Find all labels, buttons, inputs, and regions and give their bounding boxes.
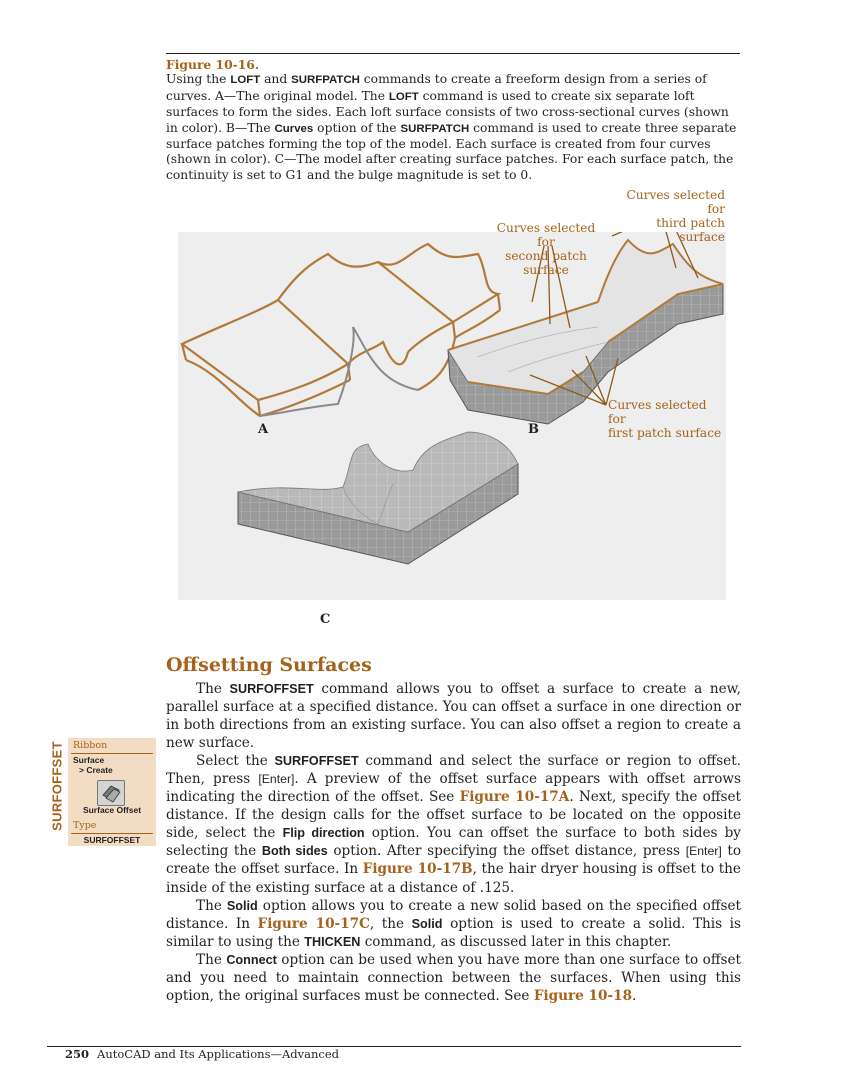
option-name: Flip direction [282,826,365,841]
divider [71,833,153,834]
surface-offset-glyph [98,781,124,805]
callout-line: Curves selected for [608,398,707,426]
text: . A preview of the offset surface appears with offset arrows indicating the direction of the offset. See [166,771,741,806]
model-a-wireframe [182,244,500,416]
ribbon-label: Ribbon [73,740,108,751]
command-name: SURFOFFSET [274,754,359,769]
command-side-tab-label: SURFOFFSET [49,741,65,831]
model-c-surface [238,432,518,564]
text: command allows you to offset a surface to create a new, parallel surface at a specified distance. You can offset a surface in one direction or in both directions from an existing surface. You can also offset a region to create a new surface. [166,681,741,752]
caption-text: command is used to create six separate loft surfaces to form the sides. Each loft surface consists of two cross-sectional curves (shown in color). B—The [166,88,729,135]
callout-third-patch [619,188,725,244]
key-name: [Enter] [685,844,722,859]
text: command and select the surface or region to offset. Then, press [166,753,741,788]
caption-text: commands to create a freeform design from a series of curves. A—The original model. The [166,72,707,103]
text: option is used to create a solid. This is similar to using the [166,915,741,950]
text: , the hair dryer housing is offset to the inside of the existing surface at a distance of .125. [166,861,741,896]
paragraph-3 [166,897,741,951]
figure-reference[interactable]: Figure 10-17C [257,915,370,932]
ribbon-path [73,755,113,775]
icon-label: Surface Offset [82,805,142,815]
body-text [166,680,741,1005]
panel-label-b: B [528,422,539,437]
text: option. After specifying the offset distance, press [327,843,686,860]
figure-reference[interactable]: Figure 10-17A [459,789,570,806]
text: . Next, specify the offset distance. If the design calls for the offset surface to be located on the opposite side, select the [166,789,741,842]
text: option allows you to create a new solid based on the specified offset distance. In [166,897,741,932]
command-name: SURFPATCH [400,122,470,135]
callout-line: third patch surface [656,216,725,244]
ribbon-tab: Surface [73,755,105,765]
option-name: Curves [274,122,314,135]
paragraph-2 [166,752,741,896]
type-command: SURFOFFSET [83,835,141,845]
option-name: Connect [226,952,277,967]
command-name: LOFT [388,90,419,103]
model-a-profile [260,327,418,416]
caption-text: option of the [313,120,401,135]
text: option can be used when you have more than one surface to offset and you need to maintain connection between the surfaces. When using this option, the original surfaces must be connected. See [166,951,741,1004]
text: option. You can offset the surface to both sides by selecting the [166,825,741,860]
callout-first-patch [608,398,726,440]
figure-reference[interactable]: Figure 10-18 [533,987,633,1004]
figure-illustration [178,188,726,600]
command-name: LOFT [230,74,261,87]
page-number: 250 [65,1047,90,1061]
paragraph-1 [166,680,741,752]
book-title: AutoCAD and Its Applications—Advanced [97,1047,339,1061]
figure-caption [166,57,740,183]
text: to create the offset surface. In [166,843,742,878]
panel-label-a: A [258,422,269,437]
command-name: SURFPATCH [291,74,360,87]
caption-text: Using the [166,72,231,87]
page-footer [65,1047,339,1061]
text: The [196,897,227,914]
figure-reference[interactable]: Figure 10-17B [362,861,473,878]
text: . [632,987,637,1004]
type-label: Type [73,820,97,831]
text: command, as discussed later in this chapter. [360,933,672,950]
panel-label-c: C [320,612,331,627]
ribbon-panel: > Create [79,765,113,775]
key-name: [Enter] [258,772,295,787]
option-name: Solid [226,898,258,913]
command-name: THICKEN [304,934,361,949]
divider [71,753,153,754]
callout-second-patch [487,221,605,277]
callout-line: second patch surface [505,249,587,277]
text: The [196,951,227,968]
command-name: SURFOFFSET [229,682,314,696]
callout-line: first patch surface [608,426,722,440]
top-rule [166,53,740,54]
caption-text: and [260,72,292,87]
text: , the [369,915,412,932]
option-name: Solid [411,916,443,931]
callout-line: Curves selected for [496,221,596,249]
caption-text: command is used to create three separate surface patches forming the top of the model. Each surface is created from four curves (shown in color). C—The model after creating surface patches. For each surface patch, the continuity is set to G1 and the bulge magnitude is set to 0. [166,120,737,182]
callout-line: Curves selected for [626,188,725,216]
section-heading: Offsetting Surfaces [166,654,372,676]
command-side-tab [49,738,65,834]
figure-label: Figure 10-16. [166,57,260,72]
paragraph-4 [166,951,741,1005]
command-access-box [68,738,156,846]
text: The [196,681,230,697]
option-name: Both sides [261,844,328,859]
text: Select the [196,753,275,770]
surface-offset-icon[interactable] [97,780,125,806]
